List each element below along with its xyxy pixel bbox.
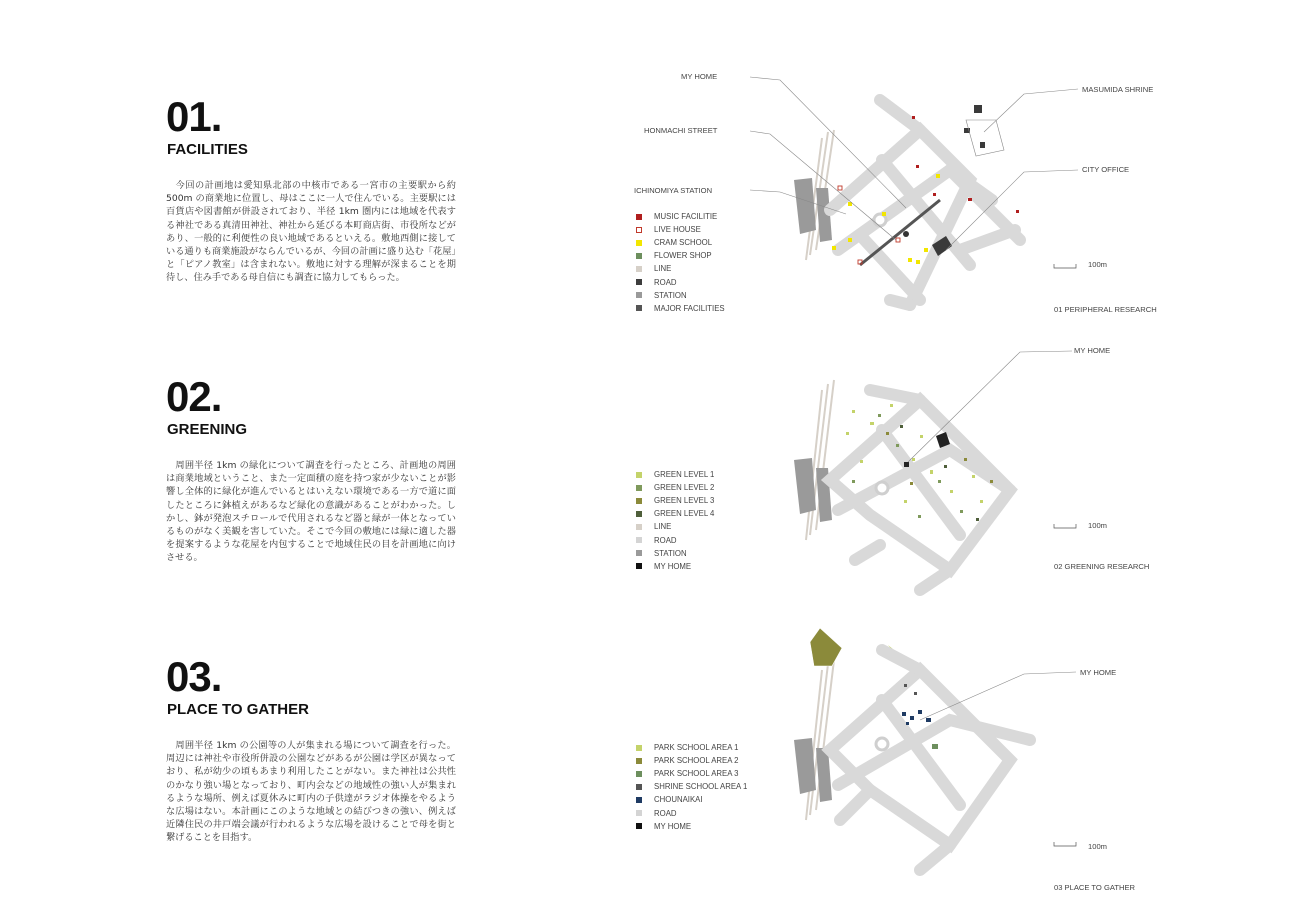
section-title: FACILITIES bbox=[167, 141, 248, 158]
legend-item: MY HOME bbox=[636, 820, 747, 833]
legend-item: GREEN LEVEL 3 bbox=[636, 494, 714, 507]
label-my-home: MY HOME bbox=[681, 72, 718, 81]
scale-bar bbox=[1054, 524, 1076, 528]
section-description: 周囲半径 1km の公園等の人が集まれる場について調査を行った。周辺には神社や市役所併設の公園などがあるが公園は学区が異なっており、私が幼少の頃もあまり利用したことがない。また神社は公共性のかなり強い場となっており、町内会などの地域性の強い人が集まれるような場所、例えば夏休みに町内の子供達がラジオ体操をやるような広場はない。本計画にこのような地域との結びつきの強い、例えば近隣住民の井戸端会議が行われるような広場を設けることで母を街と繋げることを目指す。 bbox=[166, 740, 456, 844]
legend-item: FLOWER SHOP bbox=[636, 249, 725, 262]
park-school-area-3 bbox=[932, 744, 938, 749]
section-title: PLACE TO GATHER bbox=[167, 701, 309, 718]
label-my-home: MY HOME bbox=[1074, 346, 1111, 355]
park-school-area-2 bbox=[810, 628, 842, 666]
section-title: GREENING bbox=[167, 421, 248, 438]
section-number: 01. bbox=[166, 93, 222, 140]
label-masumida-shrine: MASUMIDA SHRINE bbox=[1082, 85, 1154, 94]
place-to-gather-map bbox=[620, 620, 1180, 910]
masumida-shrine-area bbox=[966, 120, 1004, 156]
label-ichinomiya-station: ICHINOMIYA STATION bbox=[634, 186, 713, 195]
roads bbox=[830, 100, 1020, 305]
legend-item: MY HOME bbox=[636, 560, 714, 573]
legend-item: PARK SCHOOL AREA 3 bbox=[636, 767, 747, 780]
legend-item: ROAD bbox=[636, 533, 714, 546]
chounaikai bbox=[902, 710, 931, 725]
section-number: 02. bbox=[166, 373, 222, 420]
legend-item: GREEN LEVEL 1 bbox=[636, 468, 714, 481]
legend-item: ROAD bbox=[636, 806, 747, 819]
legend-item: MAJOR FACILITIES bbox=[636, 302, 725, 315]
legend-item: MUSIC FACILITIE bbox=[636, 210, 725, 223]
map-caption: 03 PLACE TO GATHER bbox=[1054, 883, 1136, 892]
legend-item: PARK SCHOOL AREA 1 bbox=[636, 741, 747, 754]
legend-item: STATION bbox=[636, 547, 714, 560]
legend-item: LIVE HOUSE bbox=[636, 223, 725, 236]
scale-label: 100m bbox=[1088, 260, 1107, 269]
legend-item: ROAD bbox=[636, 275, 725, 288]
map-caption: 01 PERIPHERAL RESEARCH bbox=[1054, 305, 1157, 314]
legend-item: SHRINE SCHOOL AREA 1 bbox=[636, 780, 747, 793]
map-caption: 02 GREENING RESEARCH bbox=[1054, 562, 1150, 571]
section-place-to-gather bbox=[0, 560, 1300, 892]
legend-item: LINE bbox=[636, 262, 725, 275]
legend-item: GREEN LEVEL 4 bbox=[636, 507, 714, 520]
scale-label: 100m bbox=[1088, 521, 1107, 530]
legend-item: CRAM SCHOOL bbox=[636, 236, 725, 249]
label-my-home: MY HOME bbox=[1080, 668, 1117, 677]
legend-item: PARK SCHOOL AREA 2 bbox=[636, 754, 747, 767]
label-honmachi-street: HONMACHI STREET bbox=[644, 126, 718, 135]
scale-bar bbox=[1054, 264, 1076, 268]
section-facilities bbox=[0, 0, 1300, 314]
section-description: 周囲半径 1km の緑化について調査を行ったところ、計画地の周囲は商業地域ということ、また一定面積の庭を持つ家が少ないことが影響し全体的に緑化が進んでいるとはいえない環境である一方で道に面したところに鉢植えがあるなど緑化の意識があることがわかった。しかし、鉢が発泡スチロールで代用されるなど器と緑が一体となっているものがなく美観を害していた。そこで今回の敷地には緑に適した器を提案するような花屋を内包することで地域住民の目を計画地に向けさせる。 bbox=[166, 460, 456, 564]
roads bbox=[830, 650, 1030, 870]
section-number: 03. bbox=[166, 653, 222, 700]
legend-item: STATION bbox=[636, 289, 725, 302]
scale-bar bbox=[1054, 842, 1076, 846]
legend-item: LINE bbox=[636, 520, 714, 533]
legend-item: GREEN LEVEL 2 bbox=[636, 481, 714, 494]
legend-item: CHOUNAIKAI bbox=[636, 793, 747, 806]
section-description: 今回の計画地は愛知県北部の中核市である一宮市の主要駅から約 500m の商業地に位置し、母はここに一人で住んでいる。主要駅には百貨店や図書館が併設されており、半径 1km 圏内には地域を代表する神社である真清田神社、神社から延びる本町商店街、市役所などがあり、一般的に利便性の良い地域であるといえる。敷地西側に接している通りも商業施設がならんでいるが、今回の計画に盛り込む「花屋」と「ピアノ教室」は含まれない。敷地に対する理解が深まることを期待し、住み手である母自信にも調査に協力してもらった。 bbox=[166, 180, 456, 284]
scale-label: 100m bbox=[1088, 842, 1107, 851]
section-greening bbox=[0, 280, 1300, 570]
label-city-office: CITY OFFICE bbox=[1082, 165, 1130, 174]
